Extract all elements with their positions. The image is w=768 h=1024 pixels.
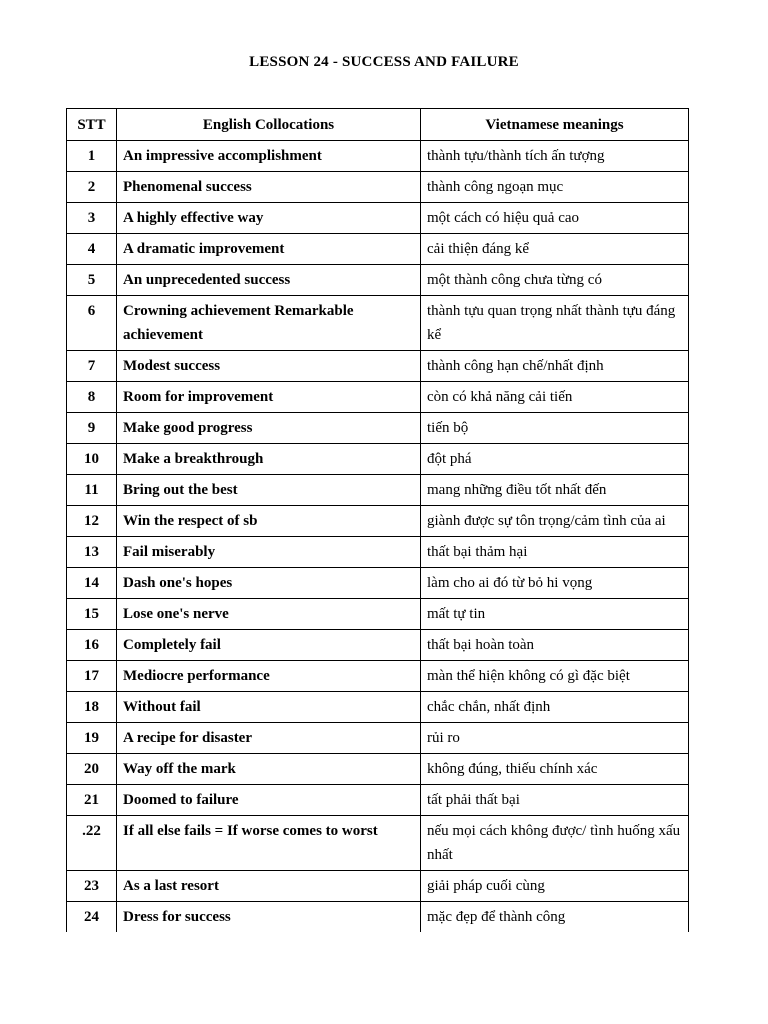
row-number: 1: [67, 141, 117, 172]
table-row: [67, 902, 689, 933]
vietnamese-meaning: chắc chắn, nhất định: [421, 692, 689, 723]
english-collocation: Room for improvement: [117, 382, 421, 413]
table-header-row: [67, 109, 689, 141]
english-collocation: Fail miserably: [117, 537, 421, 568]
table-row: [67, 785, 689, 816]
table-row: [67, 661, 689, 692]
collocations-table: [66, 108, 689, 932]
table-row: [67, 475, 689, 506]
english-collocation: Dress for success: [117, 902, 421, 933]
english-collocation: Way off the mark: [117, 754, 421, 785]
row-number: 2: [67, 172, 117, 203]
row-number: 19: [67, 723, 117, 754]
table-row: [67, 265, 689, 296]
vietnamese-meaning: mặc đẹp để thành công: [421, 902, 689, 933]
english-collocation: As a last resort: [117, 871, 421, 902]
english-collocation: Mediocre performance: [117, 661, 421, 692]
row-number: 7: [67, 351, 117, 382]
table-row: [67, 871, 689, 902]
vietnamese-meaning: thành công hạn chế/nhất định: [421, 351, 689, 382]
english-collocation: Bring out the best: [117, 475, 421, 506]
table-row: [67, 296, 689, 351]
row-number: 15: [67, 599, 117, 630]
row-number: 16: [67, 630, 117, 661]
table-row: [67, 630, 689, 661]
vietnamese-meaning: thất bại thảm hại: [421, 537, 689, 568]
table-row: [67, 568, 689, 599]
row-number: 24: [67, 902, 117, 933]
english-collocation: Win the respect of sb: [117, 506, 421, 537]
row-number: 8: [67, 382, 117, 413]
vietnamese-meaning: màn thể hiện không có gì đặc biệt: [421, 661, 689, 692]
vietnamese-meaning: giải pháp cuối cùng: [421, 871, 689, 902]
english-collocation: Completely fail: [117, 630, 421, 661]
english-collocation: An unprecedented success: [117, 265, 421, 296]
table-row: [67, 203, 689, 234]
english-collocation: Dash one's hopes: [117, 568, 421, 599]
english-collocation: Lose one's nerve: [117, 599, 421, 630]
header-english-collocations: English Collocations: [117, 109, 421, 141]
vietnamese-meaning: giành được sự tôn trọng/cảm tình của ai: [421, 506, 689, 537]
row-number: 9: [67, 413, 117, 444]
vietnamese-meaning: tất phải thất bại: [421, 785, 689, 816]
english-collocation: Modest success: [117, 351, 421, 382]
vietnamese-meaning: cải thiện đáng kể: [421, 234, 689, 265]
table-row: [67, 351, 689, 382]
row-number: 3: [67, 203, 117, 234]
english-collocation: Make a breakthrough: [117, 444, 421, 475]
table-row: [67, 172, 689, 203]
header-stt: STT: [67, 109, 117, 141]
english-collocation: Without fail: [117, 692, 421, 723]
vietnamese-meaning: thành tựu quan trọng nhất thành tựu đáng kể: [421, 296, 689, 351]
vietnamese-meaning: thành công ngoạn mục: [421, 172, 689, 203]
table-row: [67, 692, 689, 723]
vietnamese-meaning: nếu mọi cách không được/ tình huống xấu nhất: [421, 816, 689, 871]
vietnamese-meaning: không đúng, thiếu chính xác: [421, 754, 689, 785]
english-collocation: Crowning achievement Remarkable achievement: [117, 296, 421, 351]
vietnamese-meaning: một cách có hiệu quả cao: [421, 203, 689, 234]
vietnamese-meaning: mang những điều tốt nhất đến: [421, 475, 689, 506]
table-row: [67, 141, 689, 172]
row-number: .22: [67, 816, 117, 871]
table-row: [67, 506, 689, 537]
row-number: 6: [67, 296, 117, 351]
row-number: 21: [67, 785, 117, 816]
row-number: 11: [67, 475, 117, 506]
english-collocation: Phenomenal success: [117, 172, 421, 203]
table-row: [67, 723, 689, 754]
english-collocation: A recipe for disaster: [117, 723, 421, 754]
row-number: 14: [67, 568, 117, 599]
vietnamese-meaning: đột phá: [421, 444, 689, 475]
english-collocation: A highly effective way: [117, 203, 421, 234]
table-row: [67, 444, 689, 475]
row-number: 4: [67, 234, 117, 265]
table-row: [67, 382, 689, 413]
table-body: [67, 141, 689, 933]
row-number: 5: [67, 265, 117, 296]
vietnamese-meaning: làm cho ai đó từ bỏ hi vọng: [421, 568, 689, 599]
row-number: 13: [67, 537, 117, 568]
table-row: [67, 413, 689, 444]
table-row: [67, 537, 689, 568]
table-row: [67, 816, 689, 871]
table-row: [67, 599, 689, 630]
row-number: 17: [67, 661, 117, 692]
row-number: 10: [67, 444, 117, 475]
vietnamese-meaning: thành tựu/thành tích ấn tượng: [421, 141, 689, 172]
english-collocation: Make good progress: [117, 413, 421, 444]
row-number: 18: [67, 692, 117, 723]
vietnamese-meaning: một thành công chưa từng có: [421, 265, 689, 296]
row-number: 20: [67, 754, 117, 785]
document-title: LESSON 24 - SUCCESS AND FAILURE: [249, 54, 519, 70]
english-collocation: Doomed to failure: [117, 785, 421, 816]
english-collocation: A dramatic improvement: [117, 234, 421, 265]
vietnamese-meaning: mất tự tin: [421, 599, 689, 630]
header-vietnamese-meanings: Vietnamese meanings: [421, 109, 689, 141]
vietnamese-meaning: rủi ro: [421, 723, 689, 754]
row-number: 12: [67, 506, 117, 537]
row-number: 23: [67, 871, 117, 902]
vietnamese-meaning: còn có khả năng cải tiến: [421, 382, 689, 413]
table-row: [67, 234, 689, 265]
vietnamese-meaning: thất bại hoàn toàn: [421, 630, 689, 661]
english-collocation: If all else fails = If worse comes to worst: [117, 816, 421, 871]
table-row: [67, 754, 689, 785]
english-collocation: An impressive accomplishment: [117, 141, 421, 172]
vietnamese-meaning: tiến bộ: [421, 413, 689, 444]
